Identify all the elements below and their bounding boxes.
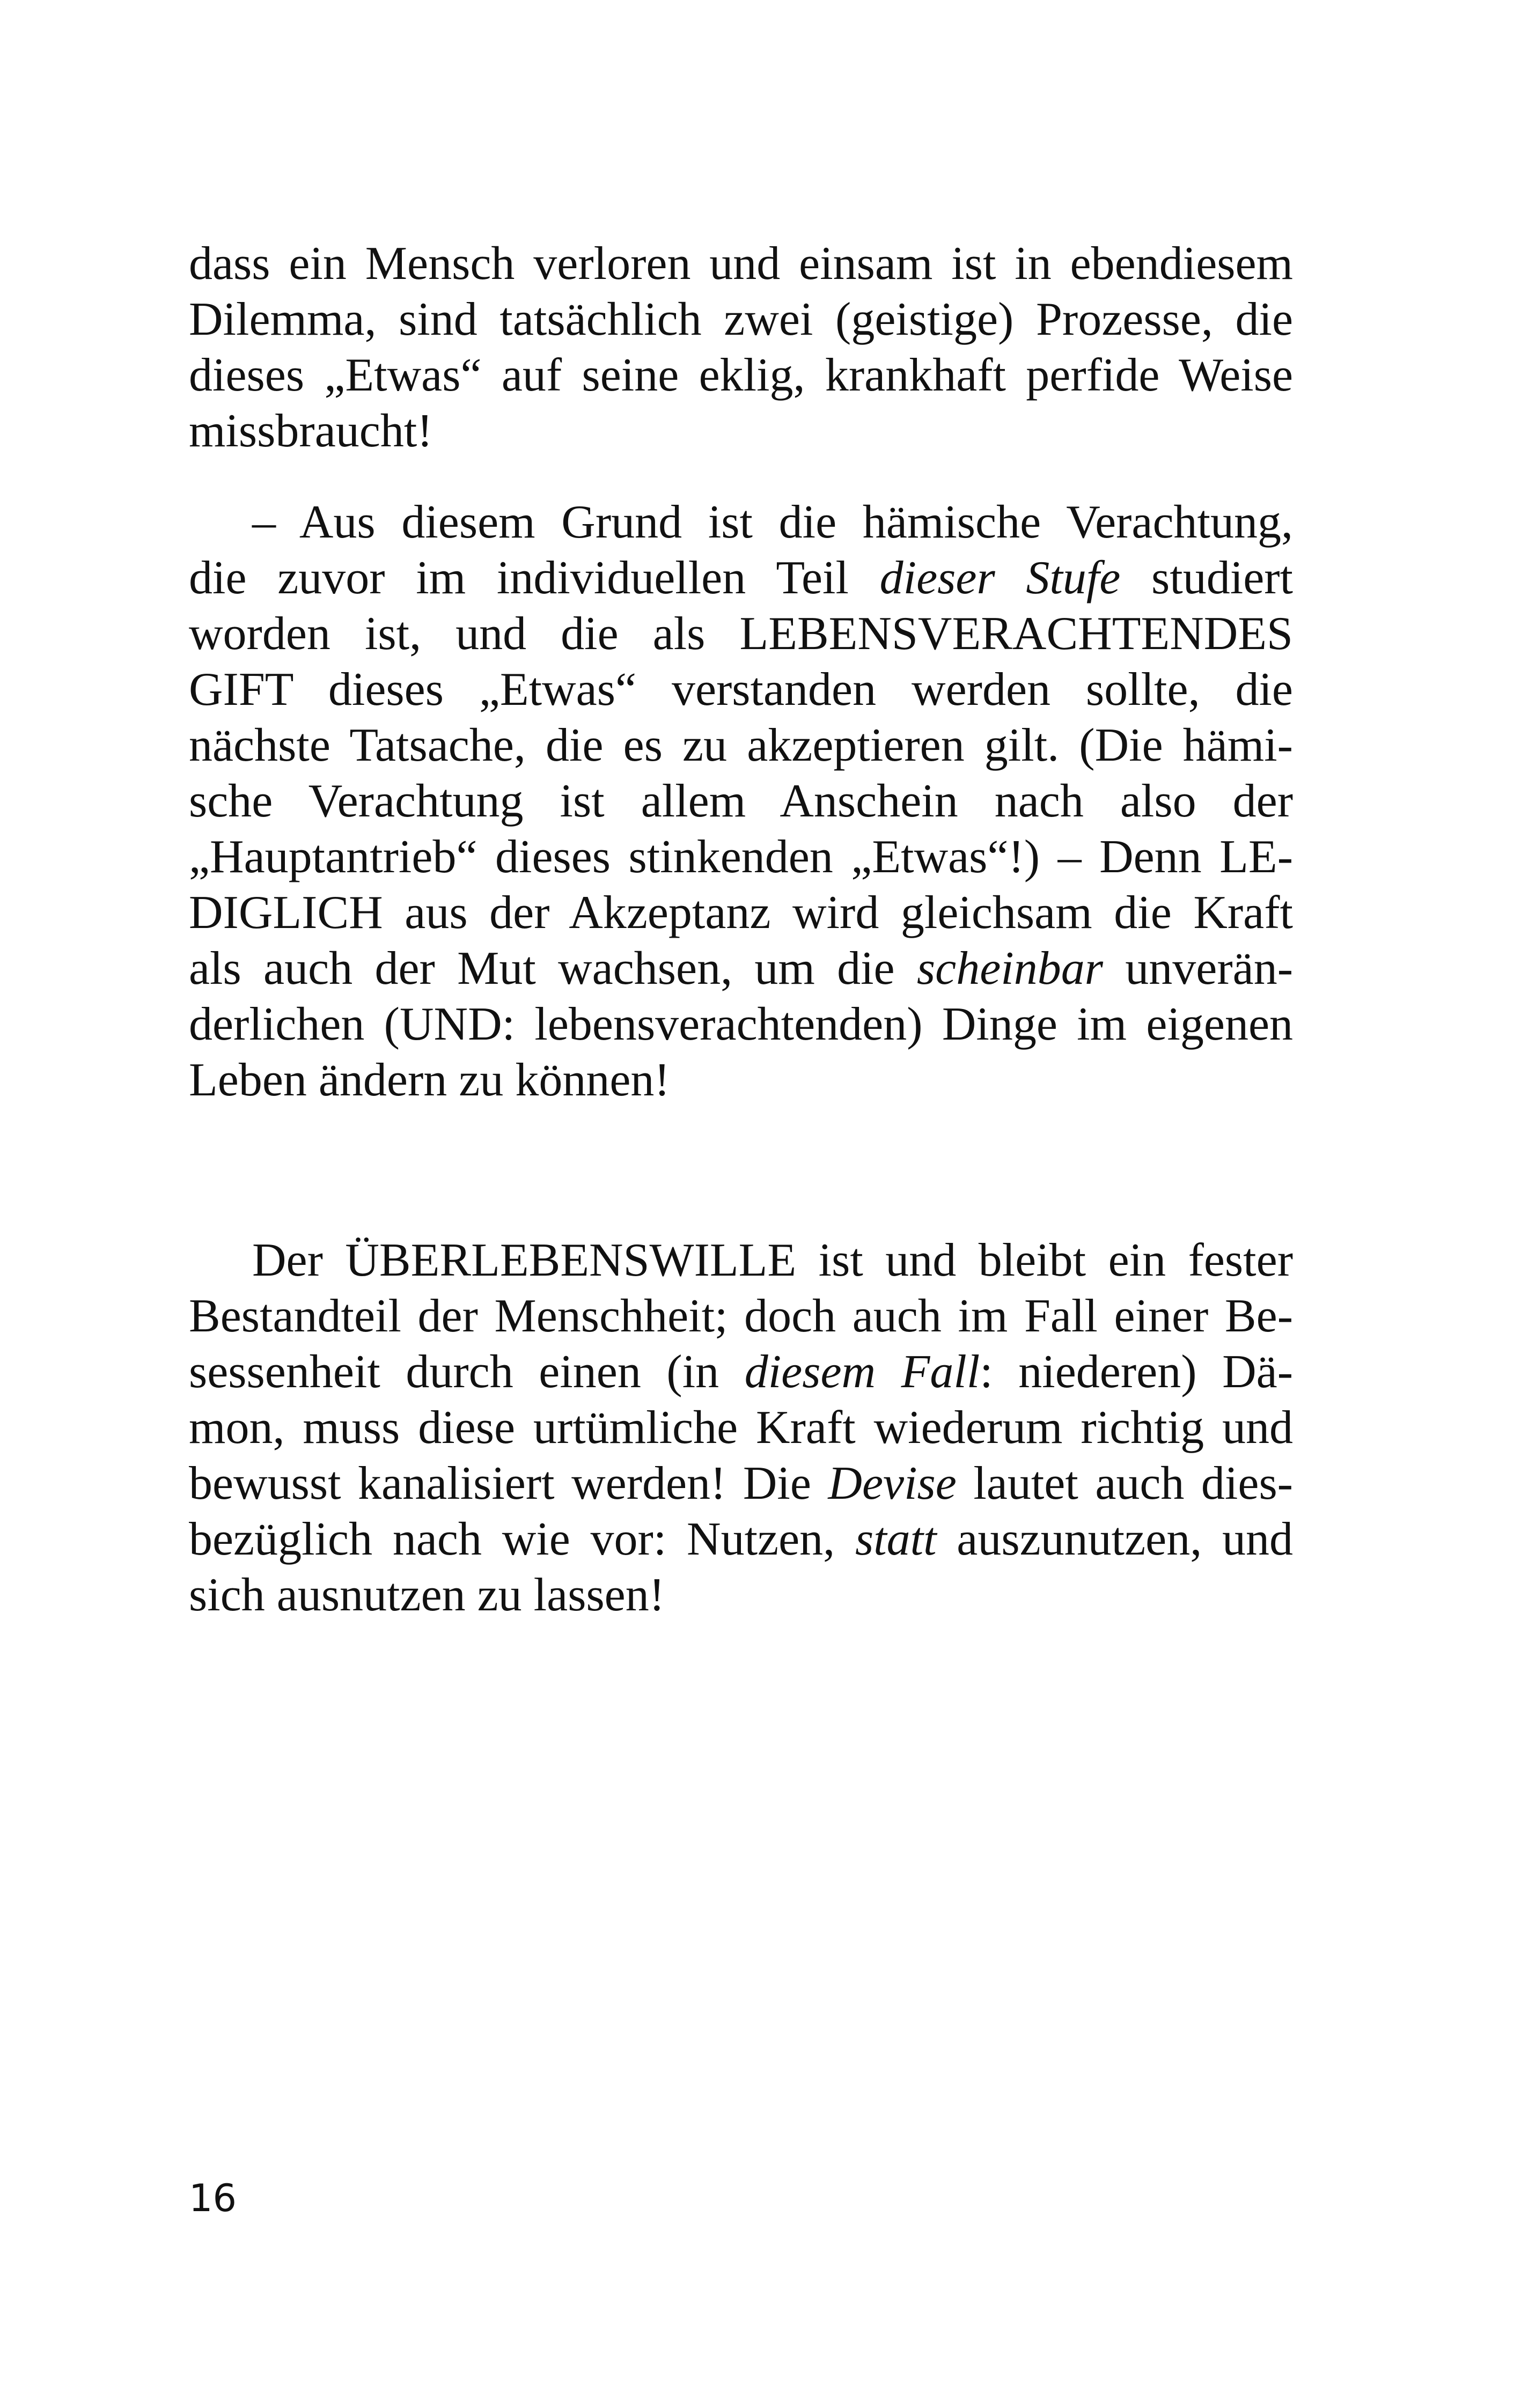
text-line [189, 348, 1293, 403]
text-run: bewusst kanalisiert werden! Die [189, 1457, 828, 1509]
text-run: Bestandteil der Menschheit; doch auch im Fall einer Be- [189, 1290, 1293, 1342]
text-run: Der ÜBERLEBENSWILLE ist und bleibt ein fester [252, 1234, 1293, 1286]
text-line [189, 662, 1293, 718]
italic-text: Devise [828, 1457, 957, 1509]
text-line [189, 1567, 1293, 1623]
text-run: dass ein Mensch verloren und einsam ist in ebendiesem [189, 238, 1293, 290]
page-number: 16 [189, 2176, 237, 2220]
text-run: studiert [1120, 552, 1294, 604]
italic-text: diesem Fall [744, 1346, 980, 1398]
text-run: sich ausnutzen zu lassen! [189, 1569, 665, 1621]
text-line [189, 718, 1293, 774]
text-run: missbraucht! [189, 405, 433, 457]
text-run: „Hauptantrieb“ dieses stinkenden „Etwas“!) – Denn LE- [189, 831, 1293, 883]
text-run: sche Verachtung ist allem Anschein nach also der [189, 775, 1293, 827]
text-run: GIFT dieses „Etwas“ verstanden werden sollte, die [189, 664, 1293, 716]
text-run: unverän- [1103, 942, 1294, 995]
text-line [189, 997, 1293, 1052]
text-run: nächste Tatsache, die es zu akzeptieren gilt. (Die hämi- [189, 719, 1293, 771]
text-run: derlichen (UND: lebensverachtenden) Dinge im eigenen [189, 998, 1293, 1050]
text-line [189, 1456, 1293, 1512]
text-line [189, 550, 1293, 606]
text-run: dieses „Etwas“ auf seine eklig, krankhaft perfide Weise [189, 349, 1293, 401]
text-run: DIGLICH aus der Akzeptanz wird gleichsam die Kraft [189, 887, 1293, 939]
paragraph-2 [189, 495, 1293, 1108]
text-run: : niederen) Dä- [980, 1346, 1294, 1398]
text-run: worden ist, und die als LEBENSVERACHTENDES [189, 608, 1293, 660]
text-line [189, 236, 1293, 292]
text-run: die zuvor im individuellen Teil [189, 552, 880, 604]
paragraph-1 [189, 236, 1293, 459]
text-line [189, 941, 1293, 997]
text-run: – Aus diesem Grund ist die hämische Verachtung, [252, 496, 1293, 548]
text-run: sessenheit durch einen (in [189, 1346, 745, 1398]
text-line [189, 1288, 1293, 1344]
text-line [189, 774, 1293, 829]
text-line [189, 1344, 1293, 1400]
italic-text: statt [855, 1513, 937, 1565]
text-run: bezüglich nach wie vor: Nutzen, [189, 1513, 855, 1565]
text-line [189, 403, 1293, 459]
text-run: Leben ändern zu können! [189, 1054, 670, 1106]
paragraph-3 [189, 1233, 1293, 1623]
text-line [189, 1052, 1293, 1108]
text-run: als auch der Mut wachsen, um die [189, 942, 917, 995]
text-line [189, 292, 1293, 348]
body-text [189, 236, 1293, 1623]
text-run: Dilemma, sind tatsächlich zwei (geistige) Prozesse, die [189, 293, 1293, 345]
text-line [189, 1233, 1293, 1288]
text-line [189, 1512, 1293, 1567]
text-line [189, 885, 1293, 941]
text-line [189, 606, 1293, 662]
text-run: lautet auch dies- [956, 1457, 1293, 1509]
text-line [189, 495, 1293, 550]
text-line [189, 829, 1293, 885]
text-run: mon, muss diese urtümliche Kraft wiederum richtig und [189, 1402, 1293, 1454]
italic-text: dieser Stufe [879, 552, 1121, 604]
text-run: auszunutzen, und [936, 1513, 1294, 1565]
italic-text: scheinbar [916, 942, 1103, 995]
text-line [189, 1400, 1293, 1456]
